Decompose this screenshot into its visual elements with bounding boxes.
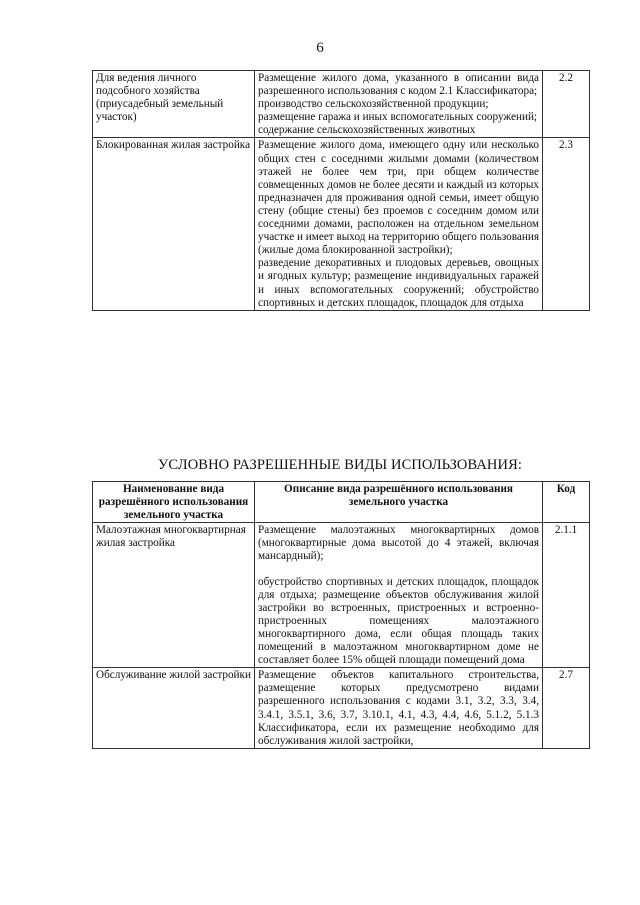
- description-paragraph: Размещение жилого дома, указанного в описании вида разрешенного использования с кодом 2.1 Классификатора;: [258, 72, 539, 98]
- description-paragraph: Размещение жилого дома, имеющего одну или несколько общих стен с соседними жилыми домами (количеством этажей не более чем три, при общем количестве совмещенных домов не более десяти и каждый из которых предназначен для проживания одной семьи, имеет общую стену (общие стены) без проемов с соседним домом или соседними домами, расположен на отдельном земельном участке и имеет выход на территорию общего пользования (жилые дома блокированной застройки);: [258, 139, 539, 257]
- use-name-cell: Для ведения личного подсобного хозяйства (приусадебный земельный участок): [93, 71, 255, 138]
- use-description-cell: [255, 138, 543, 310]
- table-row: [93, 138, 590, 310]
- use-description-cell: [255, 523, 543, 668]
- description-paragraph: Размещение объектов капитального строительства, размещение которых предусмотрено видами разрешенного использования с кодами 3.1, 3.2, 3.3, 3.4, 3.4.1, 3.5.1, 3.6, 3.7, 3.10.1, 4.1, 4.3, 4.4, 4.6, 5.1.2, 5.1.3 Классификатора, если их размещение необходимо для обслуживания жилой застройки,: [258, 669, 539, 747]
- use-name-cell: Обслуживание жилой застройки: [93, 668, 255, 749]
- column-header-name: Наименование вида разрешённого использования земельного участка: [93, 482, 255, 523]
- description-paragraph: размещение гаража и иных вспомогательных сооружений;: [258, 111, 538, 124]
- table-row: [93, 523, 590, 668]
- description-paragraph: обустройство спортивных и детских площадок, площадок для отдыха; размещение объектов обслуживания жилой застройки во встроенных, пристроенных и встроенно-пристроенных помещениях малоэтажного многоквартирного дома, если общая площадь таких помещений в малоэтажном многоквартирном доме не составляет более 15% общей площади помещений дома: [258, 575, 539, 667]
- use-name-cell: Малоэтажная многоквартирная жилая застройка: [93, 523, 255, 668]
- table-row: [93, 71, 590, 138]
- use-code-cell: 2.7: [543, 668, 590, 749]
- table-header-row: [93, 482, 590, 523]
- description-paragraph: разведение декоративных и плодовых деревьев, овощных и ягодных культур; размещение индивидуальных гаражей и иных вспомогательных сооружений; обустройство спортивных и детских площадок, площадок для отдыха: [258, 257, 539, 309]
- column-header-description: Описание вида разрешённого использования земельного участка: [255, 482, 543, 523]
- page-number: 6: [316, 40, 324, 56]
- use-description-cell: [255, 71, 543, 138]
- use-code-cell: 2.3: [543, 138, 590, 310]
- use-description-cell: [255, 668, 543, 749]
- column-header-code: Код: [543, 482, 590, 523]
- use-code-cell: 2.1.1: [543, 523, 590, 668]
- conditional-uses-table: [92, 481, 590, 749]
- use-name-cell: Блокированная жилая застройка: [93, 138, 255, 310]
- description-paragraph: Размещение малоэтажных многоквартирных домов (многоквартирные дома высотой до 4 этажей, включая мансардный);: [258, 524, 539, 563]
- permitted-uses-table: [92, 70, 590, 311]
- section-title: УСЛОВНО РАЗРЕШЕННЫЕ ВИДЫ ИСПОЛЬЗОВАНИЯ:: [158, 457, 522, 473]
- description-paragraph: производство сельскохозяйственной продукции;: [258, 98, 489, 111]
- table-row: [93, 668, 590, 749]
- use-code-cell: 2.2: [543, 71, 590, 138]
- description-paragraph: содержание сельскохозяйственных животных: [258, 124, 476, 137]
